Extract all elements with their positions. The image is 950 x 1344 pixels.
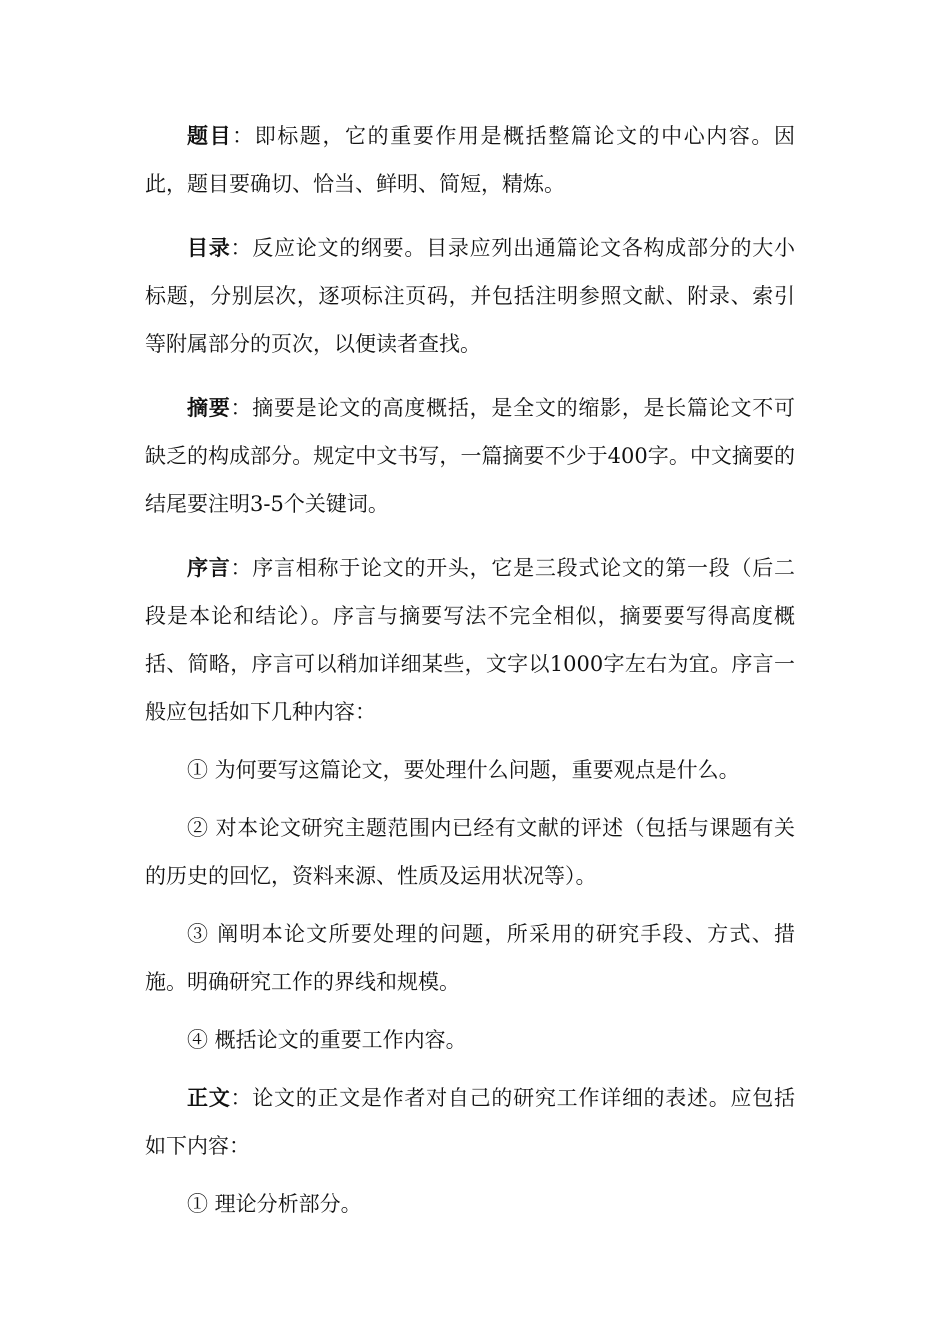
list-item [145, 746, 795, 794]
term-body: 正文 [187, 1086, 231, 1110]
paragraph-toc [145, 224, 795, 368]
list-item-text: ③ 阐明本论文所要处理的问题，所采用的研究手段、方式、措施。明确研究工作的界线和规模。 [145, 922, 795, 994]
paragraph-preface [145, 544, 795, 736]
term-abstract: 摘要 [187, 396, 231, 420]
paragraph-text: ：论文的正文是作者对自己的研究工作详细的表述。应包括如下内容： [145, 1086, 796, 1158]
document-page [145, 112, 795, 1238]
list-item [145, 1016, 795, 1064]
term-toc: 目录 [187, 236, 231, 260]
list-item-text: ② 对本论文研究主题范围内已经有文献的评述（包括与课题有关的历史的回忆，资料来源、性质及运用状况等）。 [145, 816, 795, 888]
paragraph-text: ：反应论文的纲要。目录应列出通篇论文各构成部分的大小标题，分别层次，逐项标注页码，并包括注明参照文献、附录、索引等附属部分的页次，以便读者查找。 [145, 236, 796, 356]
list-item-text: ① 理论分析部分。 [187, 1192, 362, 1216]
list-item [145, 804, 795, 900]
paragraph-abstract [145, 384, 795, 528]
paragraph-text: ：摘要是论文的高度概括，是全文的缩影，是长篇论文不可缺乏的构成部分。规定中文书写，一篇摘要不少于400字。中文摘要的结尾要注明3-5个关键词。 [145, 396, 796, 516]
list-item [145, 1180, 795, 1228]
paragraph-body [145, 1074, 795, 1170]
list-item-text: ④ 概括论文的重要工作内容。 [187, 1028, 467, 1052]
paragraph-title [145, 112, 795, 208]
term-preface: 序言 [187, 556, 231, 580]
term-title: 题目 [187, 124, 233, 148]
paragraph-text: ：即标题，它的重要作用是概括整篇论文的中心内容。因此，题目要确切、恰当、鲜明、简短，精炼。 [145, 124, 796, 196]
list-item-text: ① 为何要写这篇论文，要处理什么问题，重要观点是什么。 [187, 758, 740, 782]
list-item [145, 910, 795, 1006]
paragraph-text: ：序言相称于论文的开头，它是三段式论文的第一段（后二段是本论和结论）。序言与摘要写法不完全相似，摘要要写得高度概括、简略，序言可以稍加详细某些，文字以1000字左右为宜。序言一般应包括如下几种内容： [145, 556, 796, 724]
